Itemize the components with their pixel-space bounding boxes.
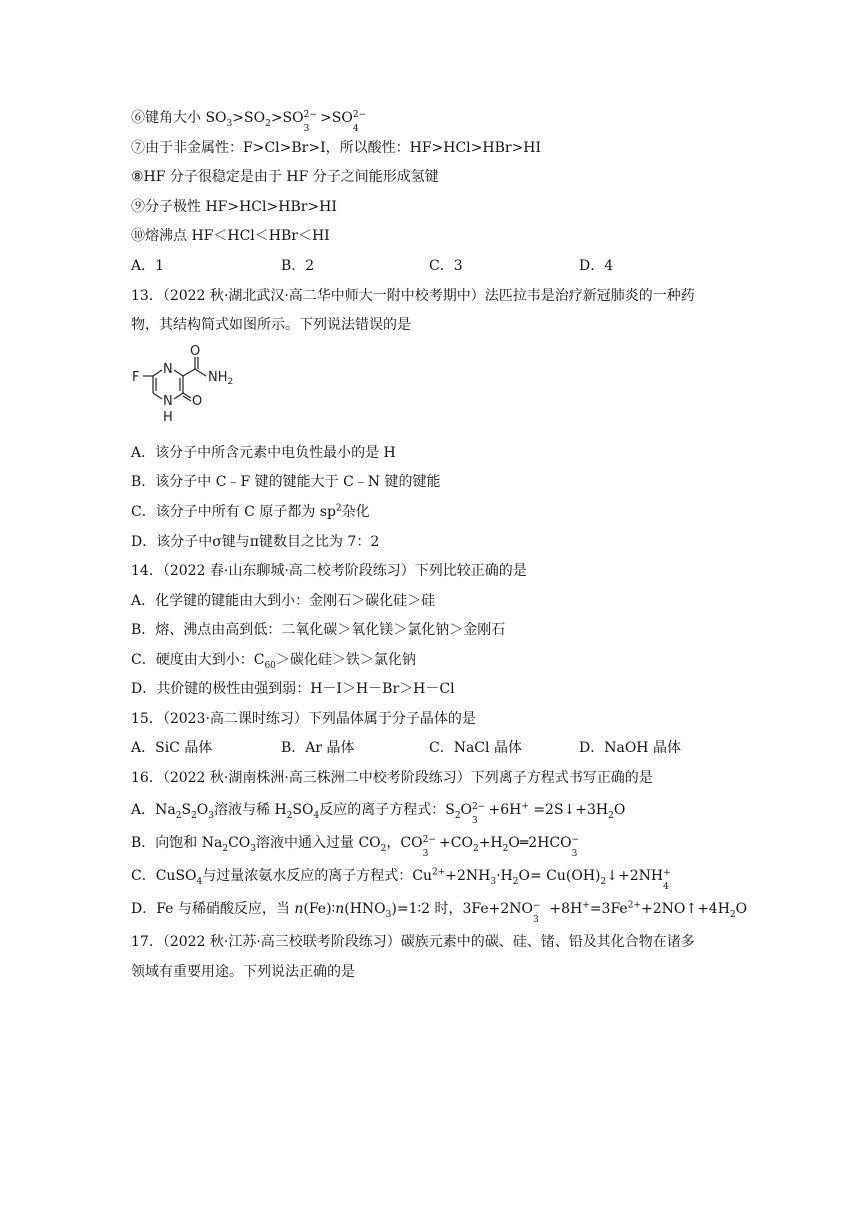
molecule-atom-o-top: O bbox=[190, 344, 201, 359]
q16-option-b[interactable]: B．向饱和 $Na_2CO_3$溶液中通入过量 $CO_2$，CO 2− 3 $+CO_2+H_2O═2HCO$ − 3 bbox=[131, 835, 580, 859]
molecule-atom-f: F bbox=[132, 370, 140, 385]
q17-stem-line1: 17．（2022 秋·江苏·高三校联考阶段练习）碳族元素中的碳、硅、锗、铅及其化合物在诸多 bbox=[131, 934, 695, 950]
q13-option-a[interactable]: A．该分子中所含元素中电负性最小的是 H bbox=[131, 445, 396, 461]
q16-option-a[interactable]: A．$Na_2S_2O_3$溶液与稀 $H_2SO_4$反应的离子方程式：$S_2O$ 2− 3 $+6H^+ =2S↓+3H_2O$ bbox=[131, 801, 626, 826]
q16-option-c[interactable]: C．CuSO$_4$与过量浓氨水反应的离子方程式：$Cu^{2+}+2NH_3\cdot H_2O=$ $Cu(OH)_2↓+2NH$ + 4 bbox=[131, 867, 671, 892]
item-9: ⑨分子极性 HF>HCl>HBr>HI bbox=[131, 199, 337, 215]
sulfite-charge: 2− 3 bbox=[303, 110, 317, 134]
q16-stem: 16．（2022 秋·湖南株洲·高三株洲二中校考阶段练习）下列离子方程式书写正确的是 bbox=[131, 770, 653, 786]
molecule-atom-h: H bbox=[163, 410, 173, 425]
molecule-atom-n-top: N bbox=[163, 362, 173, 377]
q14-option-c[interactable]: C．硬度由大到小：$C_{60}>$碳化硅＞铁＞氯化钠 bbox=[131, 652, 416, 671]
q14-option-d[interactable]: D．共价键的极性由强到弱：H－I＞H－Br＞H－Cl bbox=[131, 681, 455, 697]
q16-option-d[interactable]: D．Fe 与稀硝酸反应，当 $n(Fe)∶n(HNO_3)=1∶2$ 时，3Fe+2NO − 3 $+8H^+=3Fe^{2+}+2NO↑+4H_2O$ bbox=[131, 900, 748, 925]
q13-stem-line1: 13．（2022 秋·湖北武汉·高二华中师大一附中校考期中）法匹拉韦是治疗新冠肺炎的一种药 bbox=[131, 288, 695, 304]
q12-option-d[interactable]: D．4 bbox=[579, 258, 614, 274]
molecule-amide-group: $NH_2$ bbox=[208, 370, 234, 387]
q13-stem-line2: 物，其结构简式如图所示。下列说法错误的是 bbox=[131, 317, 411, 333]
item-6: ⑥键角大小 $SO_3>SO_2>SO$ 2− 3 >SO 2− 4 bbox=[131, 110, 367, 134]
q15-option-d[interactable]: D．NaOH 晶体 bbox=[579, 740, 681, 756]
q14-option-a[interactable]: A．化学键的键能由大到小：金刚石＞碳化硅＞硅 bbox=[131, 593, 436, 609]
sulfate-charge: 2− 4 bbox=[352, 110, 367, 134]
q12-option-b[interactable]: B．2 bbox=[281, 258, 315, 274]
q12-option-c[interactable]: C．3 bbox=[429, 258, 463, 274]
molecule-atom-n-bottom: N bbox=[163, 394, 173, 409]
favipiravir-structure bbox=[131, 343, 251, 433]
q14-stem: 14．（2022 春·山东聊城·高二校考阶段练习）下列比较正确的是 bbox=[131, 563, 527, 579]
molecule-atom-o-bottom: O bbox=[192, 394, 203, 409]
q15-stem: 15．（2023·高二课时练习）下列晶体属于分子晶体的是 bbox=[131, 711, 476, 727]
q15-option-c[interactable]: C．NaCl 晶体 bbox=[429, 740, 522, 756]
q13-option-d[interactable]: D．该分子中σ键与π键数目之比为 7：2 bbox=[131, 534, 380, 550]
q17-stem-line2: 领域有重要用途。下列说法正确的是 bbox=[131, 964, 355, 980]
q13-option-c[interactable]: C．该分子中所有 C 原子都为 $sp^2$杂化 bbox=[131, 503, 370, 520]
q15-option-b[interactable]: B．Ar 晶体 bbox=[281, 740, 355, 756]
item-7: ⑦由于非金属性：F>Cl>Br>I，所以酸性：HF>HCl>HBr>HI bbox=[131, 140, 542, 156]
q15-option-a[interactable]: A．SiC 晶体 bbox=[131, 740, 213, 756]
q12-option-a[interactable]: A．1 bbox=[131, 258, 165, 274]
item-8: ⑧HF 分子很稳定是由于 HF 分子之间能形成氢键 bbox=[131, 169, 439, 185]
q13-option-b[interactable]: B．该分子中 C﹣F 键的键能大于 C﹣N 键的键能 bbox=[131, 474, 441, 490]
item-10: ⑩熔沸点 HF＜HCl＜HBr＜HI bbox=[131, 228, 330, 244]
q14-option-b[interactable]: B．熔、沸点由高到低：二氧化碳＞氧化镁＞氯化钠＞金刚石 bbox=[131, 622, 506, 638]
